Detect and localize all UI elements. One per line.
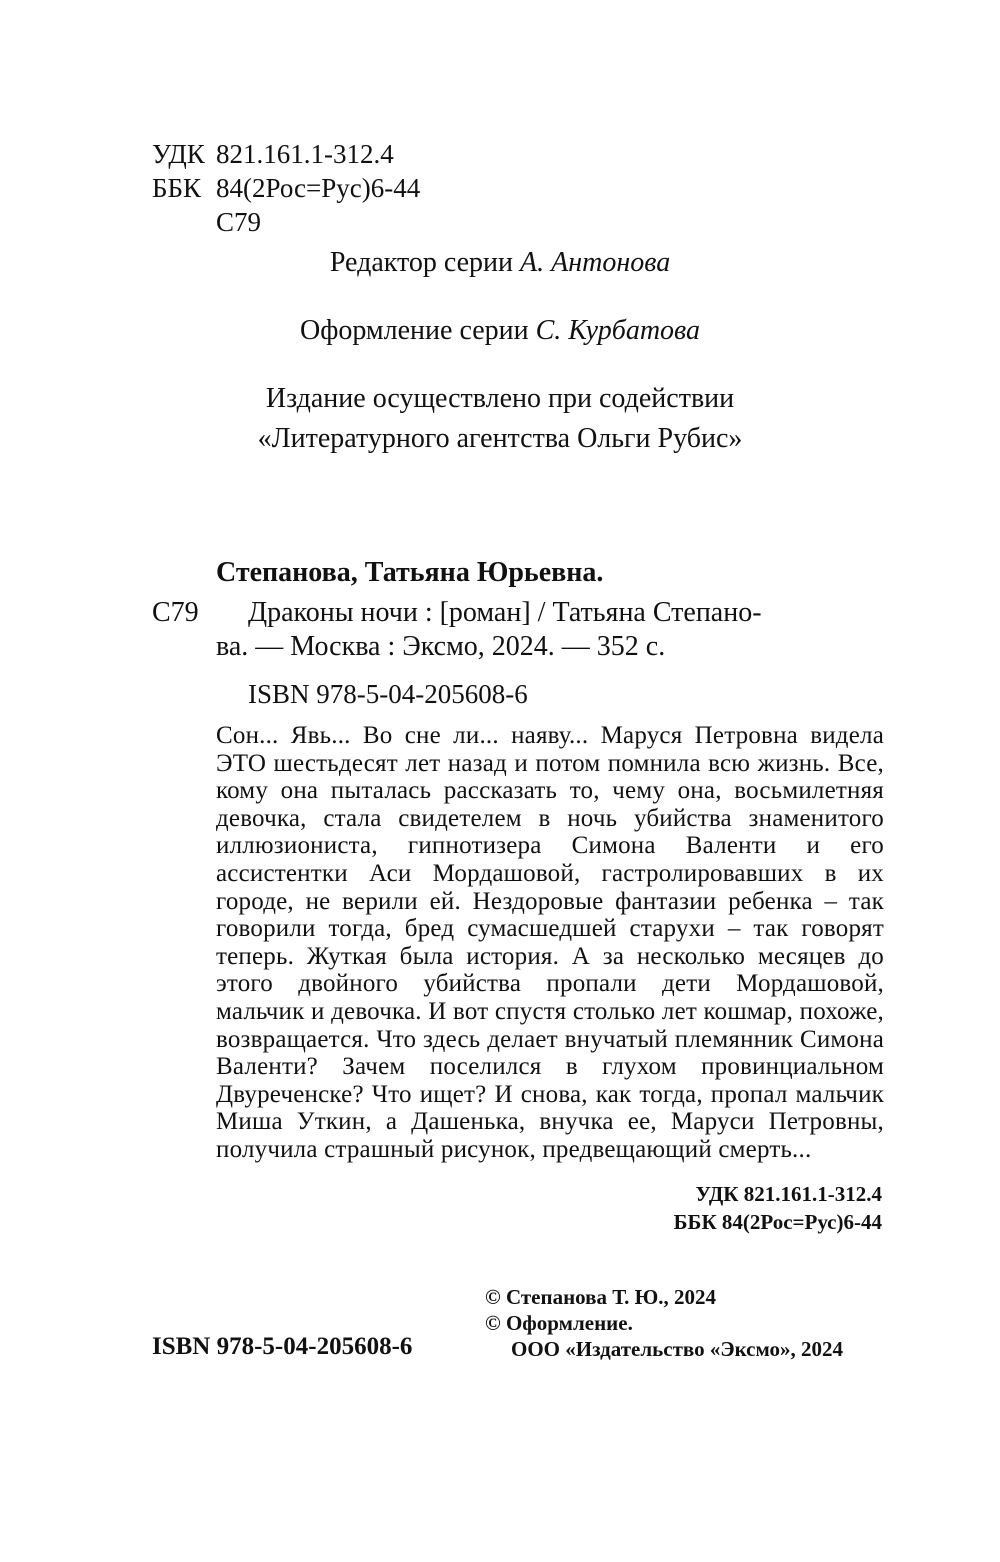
bib-line-1: Драконы ночи : [роман] / Татьяна Степано- bbox=[248, 597, 762, 628]
copyright-publisher: ООО «Издательство «Эксмо», 2024 bbox=[511, 1337, 844, 1361]
copyright-author: © Степанова Т. Ю., 2024 bbox=[485, 1285, 717, 1309]
isbn-bottom: ISBN 978-5-04-205608-6 bbox=[152, 1333, 413, 1360]
bbk-value: 84(2Рос=Рус)6-44 bbox=[216, 173, 421, 203]
annotation-paragraph: Сон... Явь... Во сне ли... наяву... Маруся Петровна видела ЭТО шестьдесят лет назад и потом помнила всю жизнь. Все, кому она пыталась рассказать то, чему она, восьмилетняя девочка, стала свидетелем в ночь убийства знаменитого иллюзиониста, гипнотизера Симона Валенти и его ассистентки Аси Мордашовой, гастролировавших в их городе, не верили ей. Нездоровые фантазии ребенка – так говорили тогда, бред сумасшедшей старухи – так говорят теперь. Жуткая была история. А за несколько месяцев до этого двойного убийства пропали дети Мордашовой, мальчик и девочка. И вот спустя столько лет кошмар, похоже, возвращается. Что здесь делает внучатый племянник Симона Валенти? Зачем поселился в глухом провинциальном Двуреченске? Что ищет? И снова, как тогда, пропал мальчик Миша Уткин, а Дашенька, внучка ее, Маруси Петровны, получила страшный рисунок, предвещающий смерть... bbox=[216, 722, 884, 1163]
support-line-2: «Литературного агентства Ольги Рубис» bbox=[257, 423, 743, 454]
bottom-udk: УДК 821.161.1-312.4 bbox=[695, 1182, 882, 1206]
series-editor-line bbox=[0, 246, 1000, 280]
udk-label: УДК bbox=[152, 139, 205, 169]
design-role: Оформление серии bbox=[299, 315, 529, 346]
classification-block bbox=[152, 137, 420, 239]
udk-value: 821.161.1-312.4 bbox=[216, 139, 394, 169]
bib-isbn: ISBN 978-5-04-205608-6 bbox=[248, 679, 528, 709]
author-mark: С79 bbox=[216, 207, 262, 237]
bib-line-2: ва. — Москва : Эксмо, 2024. — 352 с. bbox=[216, 631, 666, 662]
series-design-line bbox=[0, 314, 1000, 348]
editor-name: А. Антонова bbox=[520, 247, 671, 278]
author-mark-row bbox=[152, 205, 420, 239]
bbk-row bbox=[152, 171, 420, 205]
support-line-1: Издание осуществлено при содействии bbox=[265, 383, 735, 414]
bib-author: Степанова, Татьяна Юрьевна. bbox=[216, 557, 604, 588]
design-name: С. Курбатова bbox=[535, 315, 700, 346]
udk-row bbox=[152, 137, 420, 171]
bottom-codes bbox=[674, 1180, 882, 1236]
bib-author-mark: С79 bbox=[152, 597, 199, 628]
bbk-label: ББК bbox=[152, 173, 202, 203]
bottom-bbk: ББК 84(2Рос=Рус)6-44 bbox=[673, 1210, 882, 1234]
copyright-block bbox=[485, 1284, 843, 1362]
editor-role: Редактор серии bbox=[329, 247, 514, 278]
copyright-design: © Оформление. bbox=[485, 1311, 633, 1335]
